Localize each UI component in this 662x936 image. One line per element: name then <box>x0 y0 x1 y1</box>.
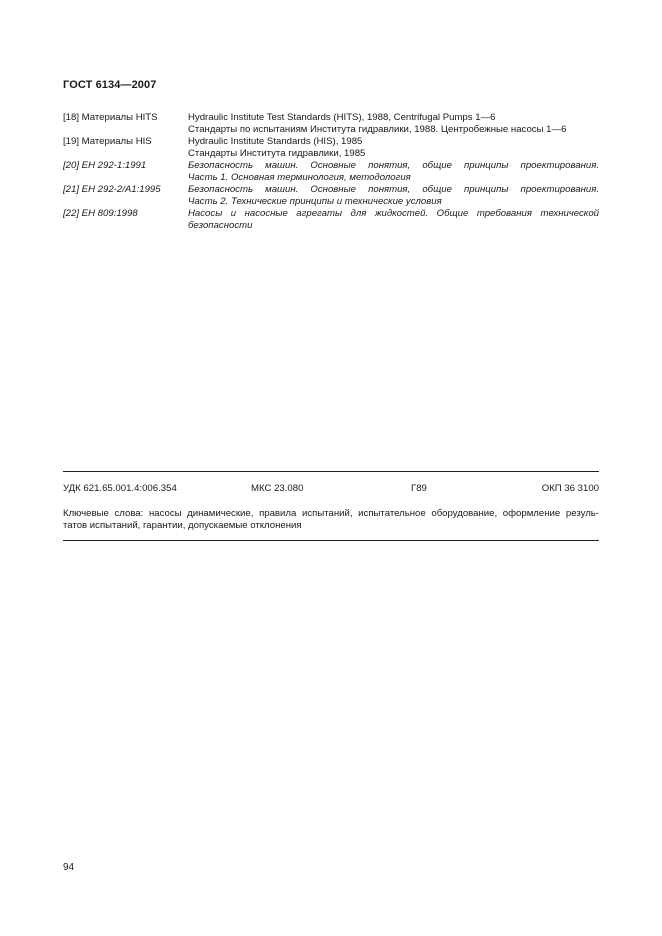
reference-number: [19] Материалы HIS <box>63 136 152 147</box>
keywords-paragraph <box>63 508 599 532</box>
bibliography-entry <box>63 136 599 160</box>
top-divider <box>63 471 599 472</box>
bibliography-list <box>63 112 599 232</box>
okp-code: ОКП 36 3100 <box>541 483 599 494</box>
document-title: ГОСТ 6134—2007 <box>63 79 157 91</box>
bibliography-entry <box>63 112 599 136</box>
udk-code: УДК 621.65.001.4:006.354 <box>63 483 177 494</box>
reference-line: Стандарты Института гидравлики, 1985 <box>188 148 366 159</box>
keywords-line: Ключевые слова: насосы динамические, правила испытаний, испытательное оборудование, оформление резуль- <box>63 508 599 519</box>
group-code: Г89 <box>411 483 427 494</box>
reference-line: Безопасность машин. Основные понятия, общие принципы проектирования. <box>188 160 599 171</box>
reference-text <box>188 136 599 160</box>
reference-line: Часть 1. Основная терминология, методология <box>188 172 411 183</box>
bibliography-entry <box>63 184 599 208</box>
reference-line: Безопасность машин. Основные понятия, общие принципы проектирования. <box>188 184 599 195</box>
reference-number: [21] ЕН 292-2/А1:1995 <box>63 184 161 195</box>
bibliography-entry <box>63 160 599 184</box>
reference-line: Hydraulic Institute Test Standards (HITS), 1988, Centrifugal Pumps 1—6 <box>188 112 496 123</box>
mks-code: МКС 23.080 <box>251 483 304 494</box>
reference-text <box>188 160 599 184</box>
reference-text <box>188 184 599 208</box>
reference-number: [20] ЕН 292-1:1991 <box>63 160 147 171</box>
reference-text <box>188 112 599 136</box>
reference-line: Насосы и насосные агрегаты для жидкостей. Общие требования технической <box>188 208 599 219</box>
reference-number: [22] ЕН 809:1998 <box>63 208 138 219</box>
bottom-divider <box>63 540 599 541</box>
reference-number: [18] Материалы HITS <box>63 112 158 123</box>
bibliography-entry <box>63 208 599 232</box>
reference-line: Часть 2. Технические принципы и технические условия <box>188 196 442 207</box>
keywords-line: татов испытаний, гарантии, допускаемые отклонения <box>63 520 302 531</box>
reference-line: Hydraulic Institute Standards (HIS), 1985 <box>188 136 363 147</box>
reference-line: Стандарты по испытаниям Института гидравлики, 1988. Центробежные насосы 1—6 <box>188 124 567 135</box>
reference-text <box>188 208 599 232</box>
page-number: 94 <box>63 862 75 873</box>
reference-line: безопасности <box>188 220 253 231</box>
